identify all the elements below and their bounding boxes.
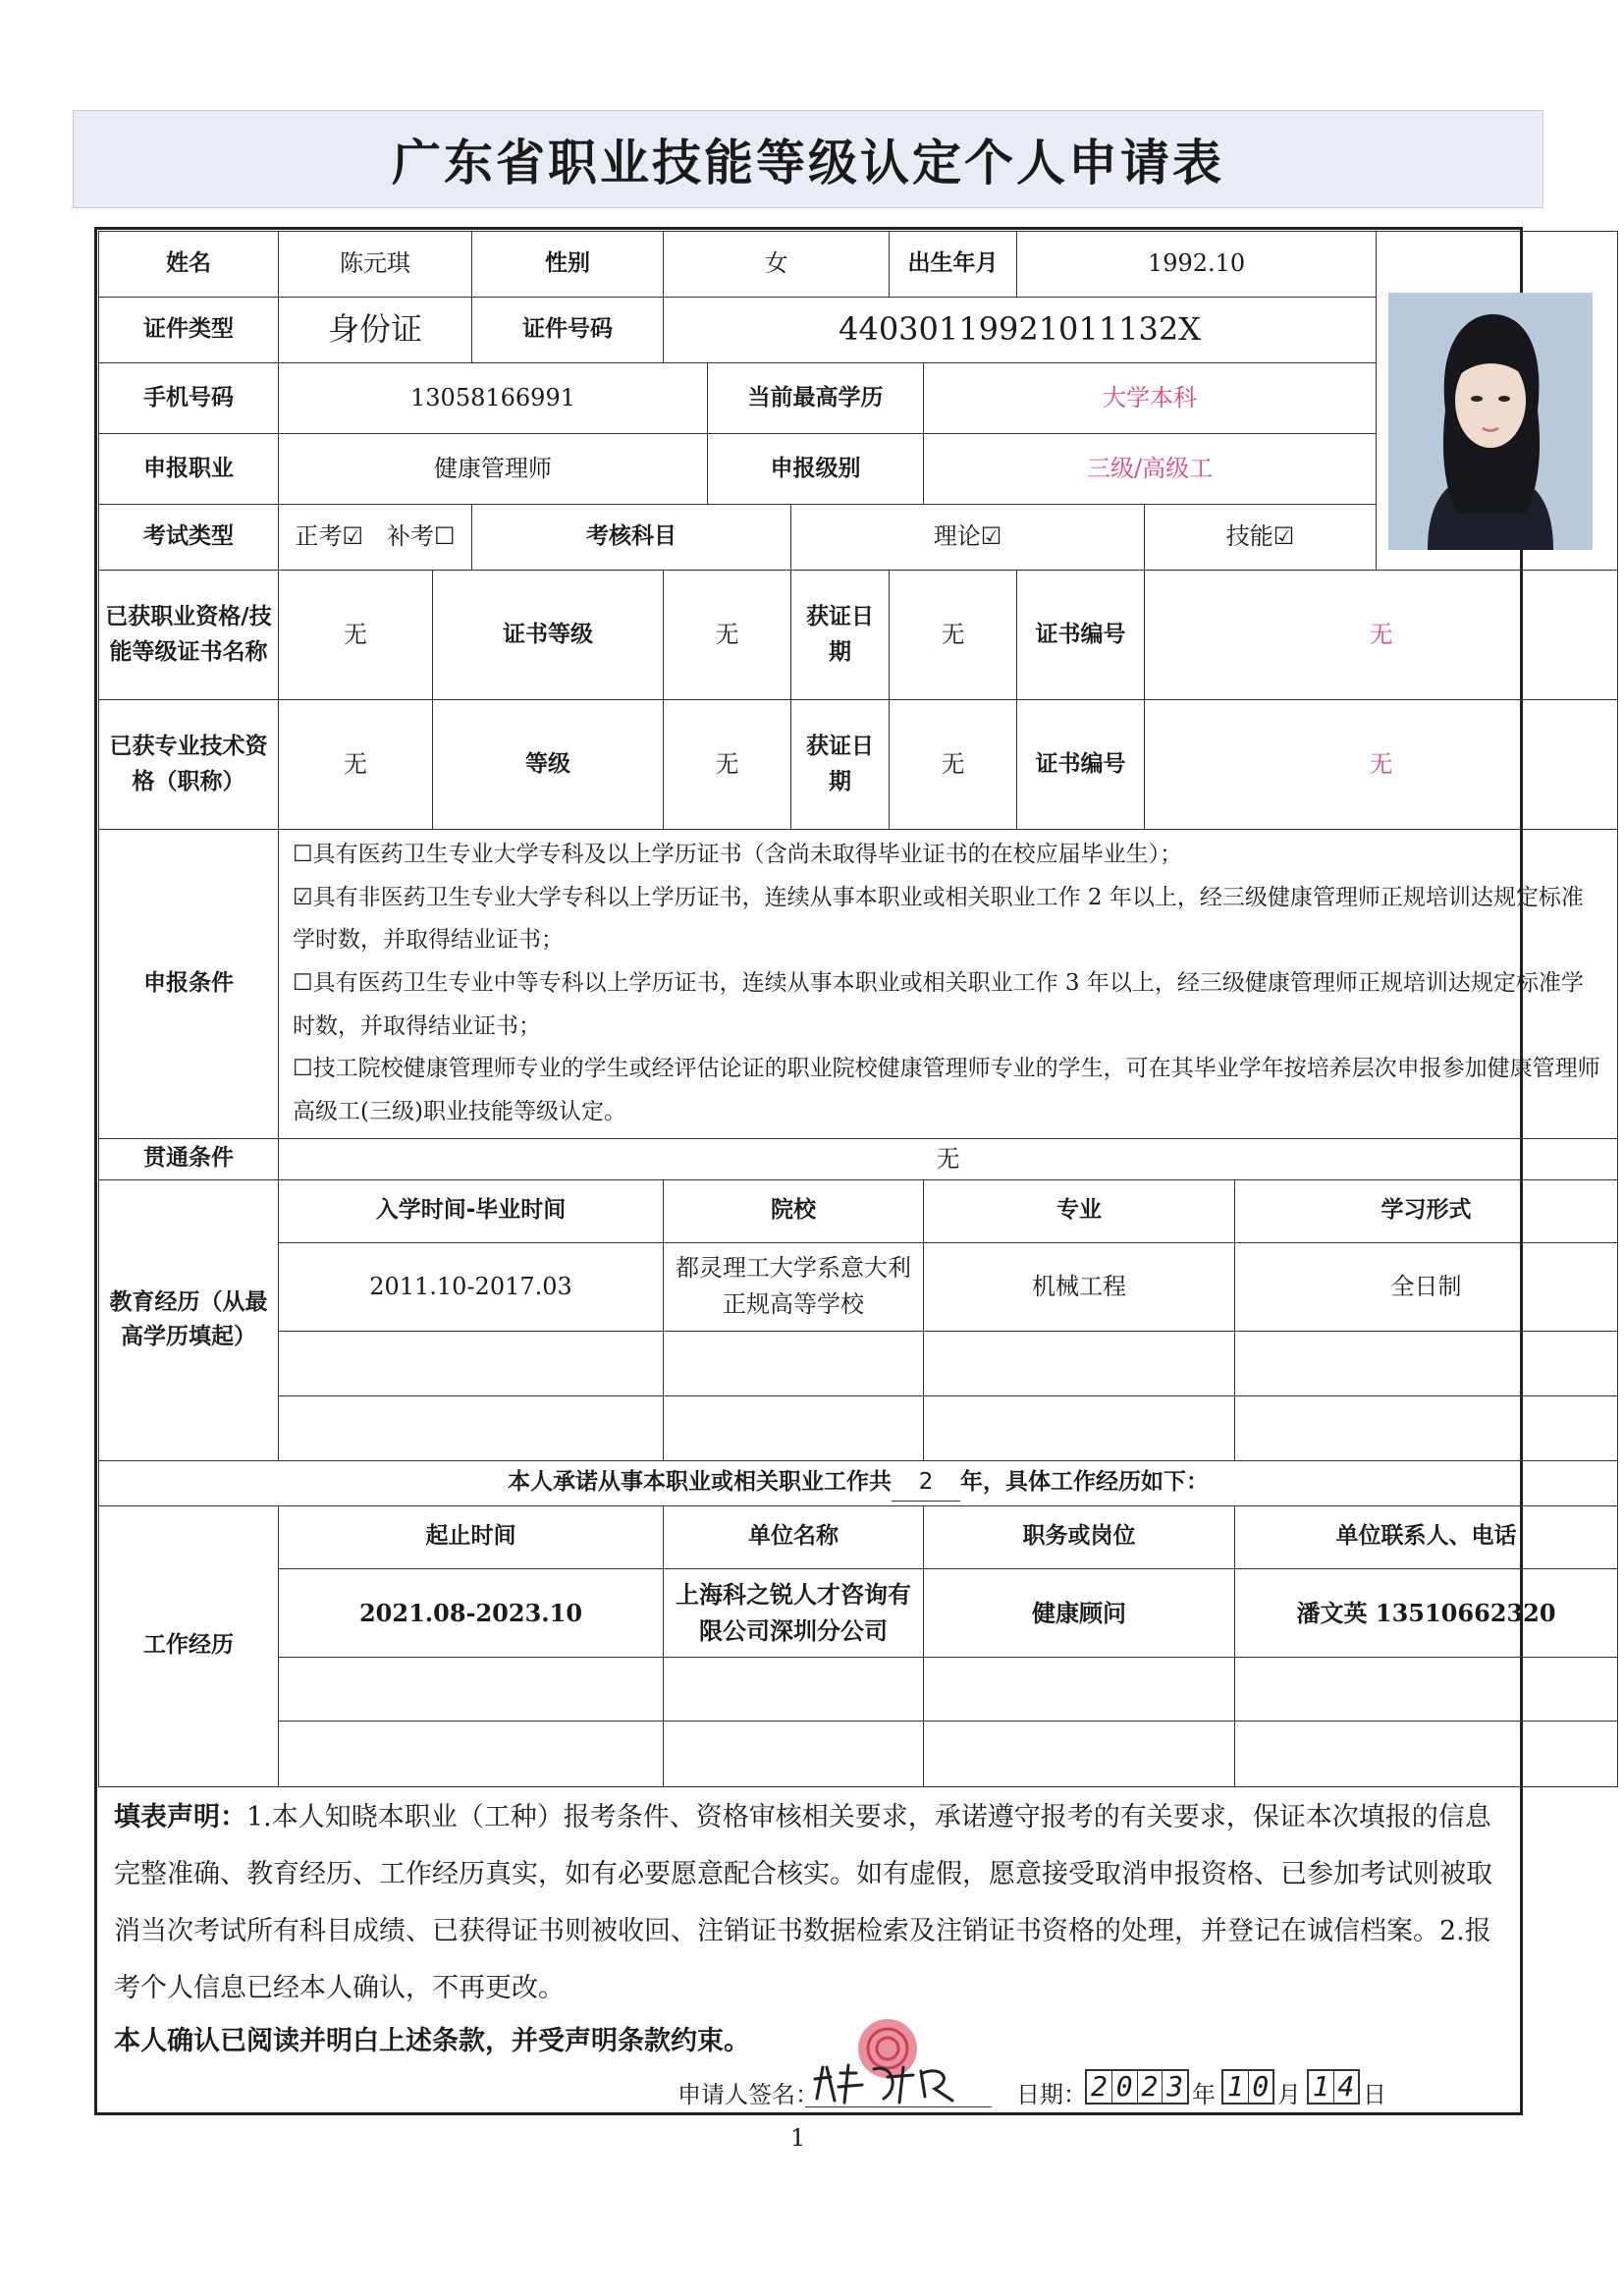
id-type-value: 身份证	[279, 298, 472, 363]
applicant-photo	[1388, 293, 1593, 550]
education-header-school: 院校	[664, 1179, 924, 1242]
work-position: 健康顾问	[924, 1568, 1235, 1657]
sign-label: 申请人签名：	[677, 2081, 819, 2108]
work-promise	[99, 1460, 1618, 1505]
day-label: 日	[1363, 2081, 1386, 2108]
qualification-label: 已获职业资格/技能等级证书名称	[99, 571, 279, 700]
declaration-confirm: 本人确认已阅读并明白上述条款，并受声明条款约束。	[114, 2026, 750, 2056]
work-label: 工作经历	[99, 1505, 279, 1786]
name-label: 姓名	[99, 232, 279, 298]
work-promise-prefix: 本人承诺从事本职业或相关职业工作共	[508, 1468, 893, 1495]
qualification-grade-label: 证书等级	[433, 571, 664, 700]
title-band	[73, 110, 1543, 208]
id-type-label: 证件类型	[99, 298, 279, 363]
education-period: 2011.10-2017.03	[279, 1242, 664, 1331]
signature-area	[805, 2059, 992, 2107]
education-mode: 全日制	[1235, 1242, 1618, 1331]
table-row	[99, 1721, 1618, 1786]
day-box: 1 4	[1307, 2069, 1360, 2105]
date-label: 日期：	[1016, 2081, 1087, 2108]
job-label: 申报职业	[99, 434, 279, 505]
phone-label: 手机号码	[99, 363, 279, 434]
title-qualification-no-label: 证书编号	[1017, 700, 1145, 830]
signature-line	[677, 2067, 1512, 2108]
qualification-date: 无	[890, 571, 1017, 700]
exam-type-value: 正考☑ 补考☐	[279, 505, 472, 571]
photo-cell	[1377, 232, 1618, 571]
theory-value: 理论☑	[791, 505, 1145, 571]
condition-item: ☑具有非医药卫生专业大学专科以上学历证书，连续从事本职业或相关职业工作 2 年以上，经三级健康管理师正规培训达规定标准学时数，并取得结业证书；	[293, 884, 1584, 954]
apply-level-value: 三级/高级工	[924, 434, 1377, 505]
declaration	[114, 1789, 1508, 2017]
through-label: 贯通条件	[99, 1138, 279, 1179]
title-qualification-grade-label: 等级	[433, 700, 664, 830]
work-years: 2	[892, 1465, 960, 1502]
education-header-period: 入学时间-毕业时间	[279, 1179, 664, 1242]
name-value: 陈元琪	[279, 232, 472, 298]
education-header-major: 专业	[924, 1179, 1235, 1242]
title-qualification-date: 无	[890, 700, 1017, 830]
phone-value: 13058166991	[279, 363, 708, 434]
qualification-name: 无	[279, 571, 433, 700]
work-header-contact: 单位联系人、电话	[1235, 1505, 1618, 1568]
education-level-label: 当前最高学历	[708, 363, 924, 434]
qualification-grade: 无	[664, 571, 791, 700]
title-qualification-grade: 无	[664, 700, 791, 830]
application-table	[98, 231, 1618, 1787]
title-qualification-label: 已获专业技术资格（职称）	[99, 700, 279, 830]
skill-value: 技能☑	[1145, 505, 1377, 571]
birth-value: 1992.10	[1017, 232, 1377, 298]
month-box: 1 0	[1221, 2069, 1274, 2105]
work-contact: 潘文英 13510662320	[1235, 1568, 1618, 1657]
title-qualification-no: 无	[1145, 700, 1618, 830]
work-promise-suffix: 年，具体工作经历如下：	[960, 1468, 1210, 1495]
work-company: 上海科之锐人才咨询有限公司深圳分公司	[664, 1568, 924, 1657]
table-row	[99, 1331, 1618, 1395]
education-level-value: 大学本科	[924, 363, 1377, 434]
apply-level-label: 申报级别	[708, 434, 924, 505]
table-row	[99, 1568, 1618, 1657]
id-number-label: 证件号码	[472, 298, 664, 363]
birth-label: 出生年月	[890, 232, 1017, 298]
work-header-position: 职务或岗位	[924, 1505, 1235, 1568]
education-label: 教育经历（从最高学历填起）	[99, 1179, 279, 1460]
qualification-no: 无	[1145, 571, 1618, 700]
work-header-period: 起止时间	[279, 1505, 664, 1568]
table-row	[99, 1242, 1618, 1331]
year-box: 2 0 2 3	[1085, 2069, 1189, 2105]
education-school: 都灵理工大学系意大利正规高等学校	[664, 1242, 924, 1331]
page-title: 广东省职业技能等级认定个人申请表	[392, 135, 1224, 191]
job-value: 健康管理师	[279, 434, 708, 505]
exam-type-label: 考试类型	[99, 505, 279, 571]
through-value: 无	[279, 1138, 1618, 1179]
table-row	[99, 1395, 1618, 1460]
education-major: 机械工程	[924, 1242, 1235, 1331]
title-qualification-date-label: 获证日期	[791, 700, 890, 830]
month-label: 月	[1277, 2081, 1301, 2108]
qualification-date-label: 获证日期	[791, 571, 890, 700]
table-row	[99, 1657, 1618, 1721]
gender-value: 女	[664, 232, 890, 298]
title-qualification-name: 无	[279, 700, 433, 830]
education-header-mode: 学习形式	[1235, 1179, 1618, 1242]
condition-item: ☐具有医药卫生专业中等专科以上学历证书，连续从事本职业或相关职业工作 3 年以上，经三级健康管理师正规培训达规定标准学时数，并取得结业证书；	[293, 970, 1584, 1039]
page-number: 1	[790, 2124, 806, 2152]
work-period: 2021.08-2023.10	[279, 1568, 664, 1657]
year-label: 年	[1192, 2081, 1216, 2108]
conditions-label: 申报条件	[99, 830, 279, 1139]
portrait-image	[1388, 293, 1593, 550]
conditions-list	[279, 830, 1618, 1139]
work-header-company: 单位名称	[664, 1505, 924, 1568]
id-number-value: 44030119921011132X	[664, 298, 1377, 363]
gender-label: 性别	[472, 232, 664, 298]
declaration-text: 1.本人知晓本职业（工种）报考条件、资格审核相关要求，承诺遵守报考的有关要求，保证本次填报的信息完整准确、教育经历、工作经历真实，如有必要愿意配合核实。如有虚假，愿意接受取消申报资格、已参加考试则被取消当次考试所有科目成绩、已获得证书则被收回、注销证书数据检索及注销证书资格的处理，并登记在诚信档案。2.报考个人信息已经本人确认，不再更改。	[114, 1802, 1492, 2003]
qualification-no-label: 证书编号	[1017, 571, 1145, 700]
condition-item: ☐技工院校健康管理师专业的学生或经评估论证的职业院校健康管理师专业的学生，可在其毕业学年按培养层次申报参加健康管理师高级工(三级)职业技能等级认定。	[293, 1056, 1600, 1125]
subject-label: 考核科目	[472, 505, 791, 571]
declaration-lead: 填表声明：	[114, 1802, 246, 1832]
condition-item: ☐具有医药卫生专业大学专科及以上学历证书（含尚未取得毕业证书的在校应届毕业生）；	[293, 842, 1183, 867]
handwritten-signature-icon	[805, 2059, 992, 2106]
